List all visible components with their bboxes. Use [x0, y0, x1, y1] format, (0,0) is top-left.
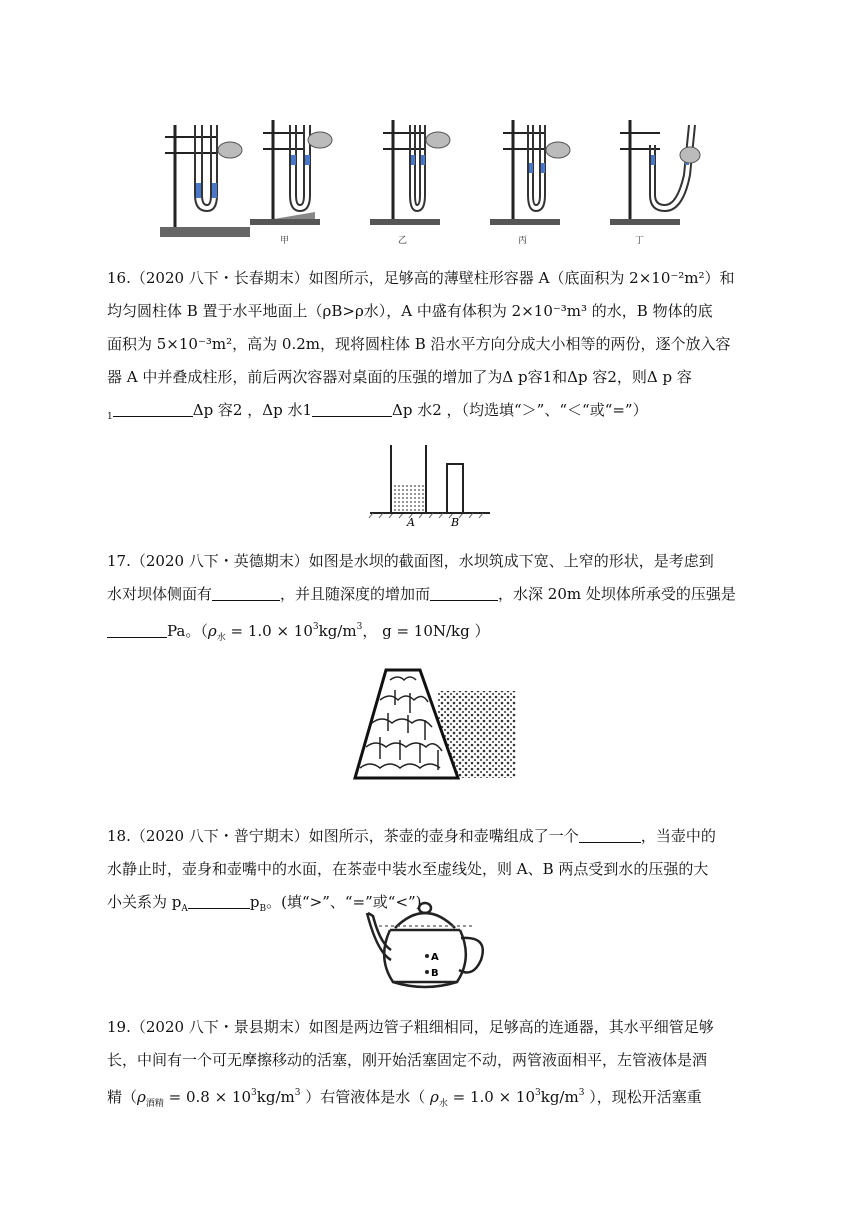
q17-line-2: 水对坝体侧面有 ，并且随深度的增加而 ，水深 20m 处坝体所承受的压强是	[107, 585, 736, 603]
q19-line-1: 19.（2020 八下・景县期末）如图是两边管子粗细相同，足够高的连通器，其水平细管足够	[107, 1018, 714, 1036]
q16-line-3: 面积为 5×10⁻³m²，高为 0.2m，现将圆柱体 B 沿水平方向分成大小相等的两份，逐个放入容	[107, 335, 731, 353]
q16-line-4: 器 A 中并叠成柱形，前后两次容器对桌面的压强的增加了为Δ p容1和Δp 容2，则Δ p 容	[107, 368, 692, 386]
answer-blank[interactable]	[113, 400, 193, 417]
q16-line-1: 16.（2020 八下・长春期末）如图所示，足够高的薄壁柱形容器 A（底面积为 2×10⁻²m²）和	[107, 269, 735, 287]
q16-line-5: $_1$ Δp 容2 ，Δp 水1 Δp 水2 ，（均选填“＞”、“＜“或“=”）	[107, 401, 648, 422]
question-16	[107, 262, 757, 427]
q19-line-2: 长，中间有一个可无摩擦移动的活塞，刚开始活塞固定不动，两管液面相平，左管液体是酒	[107, 1051, 708, 1069]
caption-yi: 乙	[398, 236, 408, 246]
point-a-label: A	[431, 952, 439, 963]
caption-jia: 甲	[280, 236, 290, 246]
q18-line-2: 水静止时，壶身和壶嘴中的水面，在茶壶中装水至虚线处，则 A、B 两点受到水的压强的大	[107, 860, 709, 878]
label-a: A	[407, 516, 415, 529]
q18-line-3: 小关系为 $p_A$ $p_B$。(填“>”、“=”或“<”)	[107, 893, 422, 914]
answer-blank[interactable]	[188, 892, 250, 909]
caption-bing: 丙	[518, 236, 528, 246]
answer-blank[interactable]	[107, 621, 167, 638]
q17-line-1: 17.（2020 八下・英德期末）如图是水坝的截面图，水坝筑成下宽、上窄的形状，是考虑到	[107, 552, 714, 570]
container-figure	[365, 440, 495, 530]
answer-blank[interactable]	[312, 400, 392, 417]
q19-line-3: 精（$\rho_{酒精} = 0.8 \times 10^3kg/m^3$ ）右管液体是水（ $\rho_水 = 1.0 \times 10^3kg/m^3$ ），现松开活塞重	[107, 1088, 702, 1109]
question-17	[107, 545, 757, 644]
answer-blank[interactable]	[430, 584, 498, 601]
q16-line-2: 均匀圆柱体 B 置于水平地面上（ρB>ρ水），A 中盛有体积为 2×10⁻³m³ 的水，B 物体的底	[107, 302, 713, 320]
u-tube-figure	[155, 115, 705, 250]
teapot-figure	[365, 898, 490, 996]
caption-ding: 丁	[635, 236, 645, 246]
dam-figure	[350, 665, 520, 783]
point-b-label: B	[431, 968, 439, 979]
label-b: B	[451, 516, 460, 529]
answer-blank[interactable]	[579, 826, 641, 843]
answer-blank[interactable]	[212, 584, 280, 601]
question-19	[107, 1011, 757, 1110]
q17-line-3: Pa。（$\rho_水 = 1.0 \times 10^3kg/m^3$， g = 10N/kg ）	[107, 611, 757, 644]
q18-line-1: 18.（2020 八下・普宁期末）如图所示，茶壶的壶身和壶嘴组成了一个 ，当壶中的	[107, 827, 716, 845]
